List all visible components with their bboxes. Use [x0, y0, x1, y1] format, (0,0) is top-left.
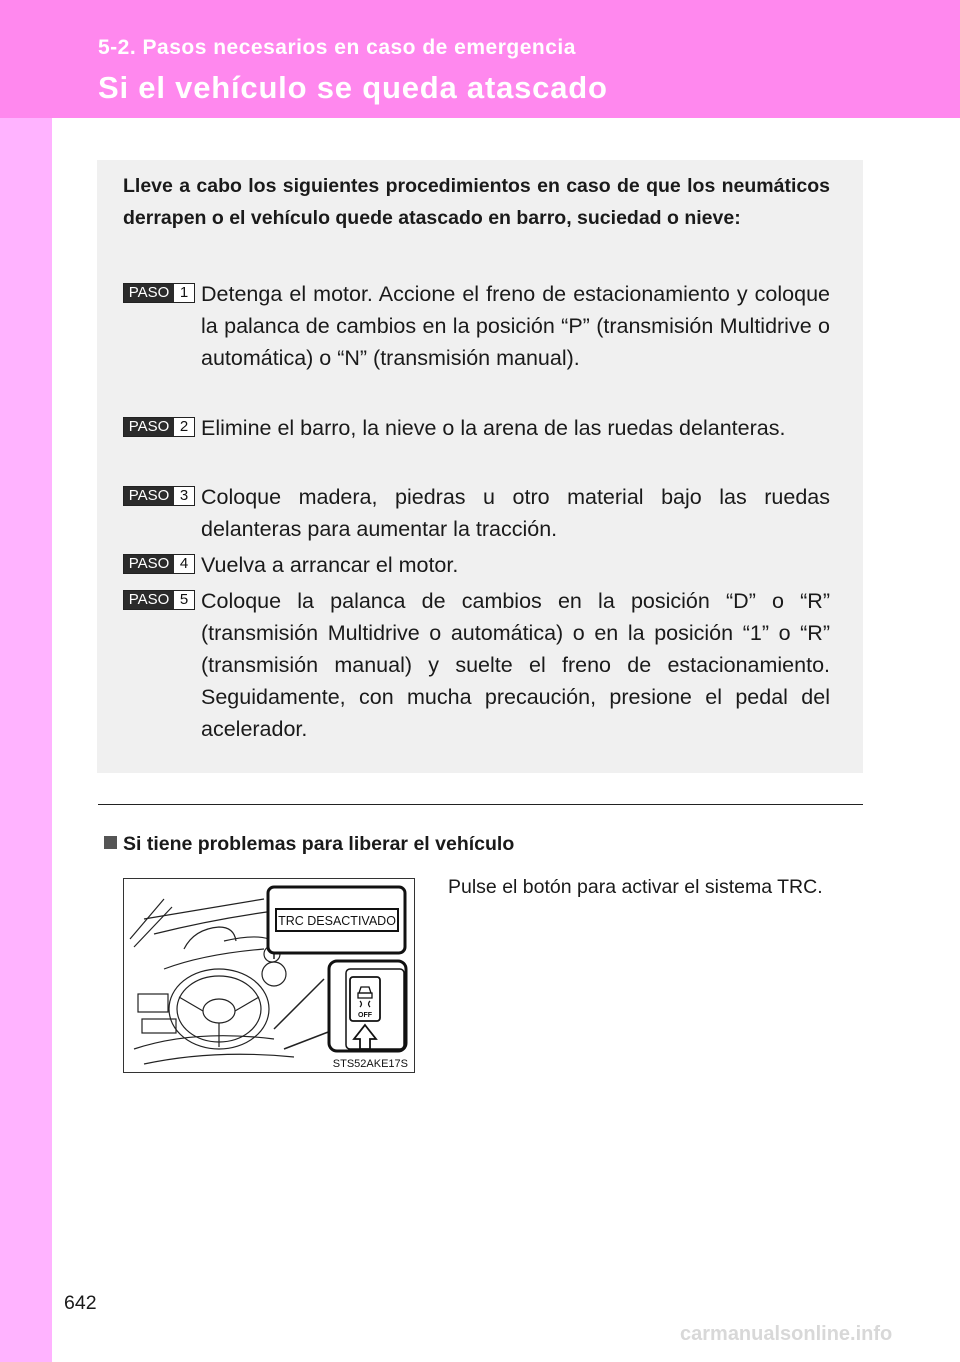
step-badge	[123, 554, 195, 574]
step-badge-number: 2	[179, 418, 189, 435]
trc-illustration	[123, 878, 415, 1073]
step-badge-number: 4	[179, 555, 189, 572]
step-badge	[123, 417, 195, 437]
trc-button-label: OFF	[358, 1012, 372, 1019]
step-badge-label: PASO	[124, 418, 174, 436]
bullet-square-icon	[104, 836, 117, 849]
dashboard-drawing	[124, 879, 414, 1072]
procedure-intro: Lleve a cabo los siguientes procedimientos en caso de que los neumáticos derrapen o el vehículo quede atascado en barro, suciedad o nieve:	[123, 175, 830, 229]
step-badge	[123, 283, 195, 303]
page-number: 642	[64, 1292, 97, 1314]
step-badge-label: PASO	[124, 591, 174, 609]
step-text: Coloque la palanca de cambios en la posición “D” o “R” (transmisión Multidrive o automática) o en la posición “1” o “R” (transmisión manual) y suelte el freno de estacionamiento. Seguidamente, con mucha precaución, presione el pedal del acelerador.	[201, 589, 830, 741]
step-5	[123, 585, 830, 745]
trc-display-text: TRC DESACTIVADO	[278, 914, 396, 928]
step-badge-number: 3	[179, 487, 189, 504]
step-text: Vuelva a arrancar el motor.	[201, 553, 459, 577]
step-1	[123, 278, 830, 374]
section-label: 5-2. Pasos necesarios en caso de emergencia	[98, 36, 576, 59]
step-badge-label: PASO	[124, 284, 174, 302]
step-3	[123, 481, 830, 545]
step-2	[123, 412, 830, 444]
watermark: carmanualsonline.info	[680, 1323, 893, 1345]
figure-caption: Pulse el botón para activar el sistema TRC.	[448, 876, 823, 898]
page-title: Si el vehículo se queda atascado	[98, 70, 608, 105]
note-heading-text: Si tiene problemas para liberar el vehículo	[123, 833, 515, 855]
step-badge-label: PASO	[124, 487, 174, 505]
step-badge	[123, 590, 195, 610]
step-badge-number: 5	[179, 591, 189, 608]
note-heading	[104, 832, 514, 856]
figure-code: STS52AKE17S	[332, 1058, 408, 1070]
step-4	[123, 549, 830, 581]
step-text: Elimine el barro, la nieve o la arena de las ruedas delanteras.	[201, 416, 786, 440]
step-badge	[123, 486, 195, 506]
section-divider	[98, 804, 863, 805]
step-text: Coloque madera, piedras u otro material bajo las ruedas delanteras para aumentar la tracción.	[201, 485, 830, 541]
step-badge-label: PASO	[124, 555, 174, 573]
side-color-band	[0, 0, 52, 1362]
step-text: Detenga el motor. Accione el freno de estacionamiento y coloque la palanca de cambios en la posición “P” (transmisión Multidrive o automática) o “N” (transmisión manual).	[201, 282, 830, 370]
step-badge-number: 1	[179, 284, 189, 301]
